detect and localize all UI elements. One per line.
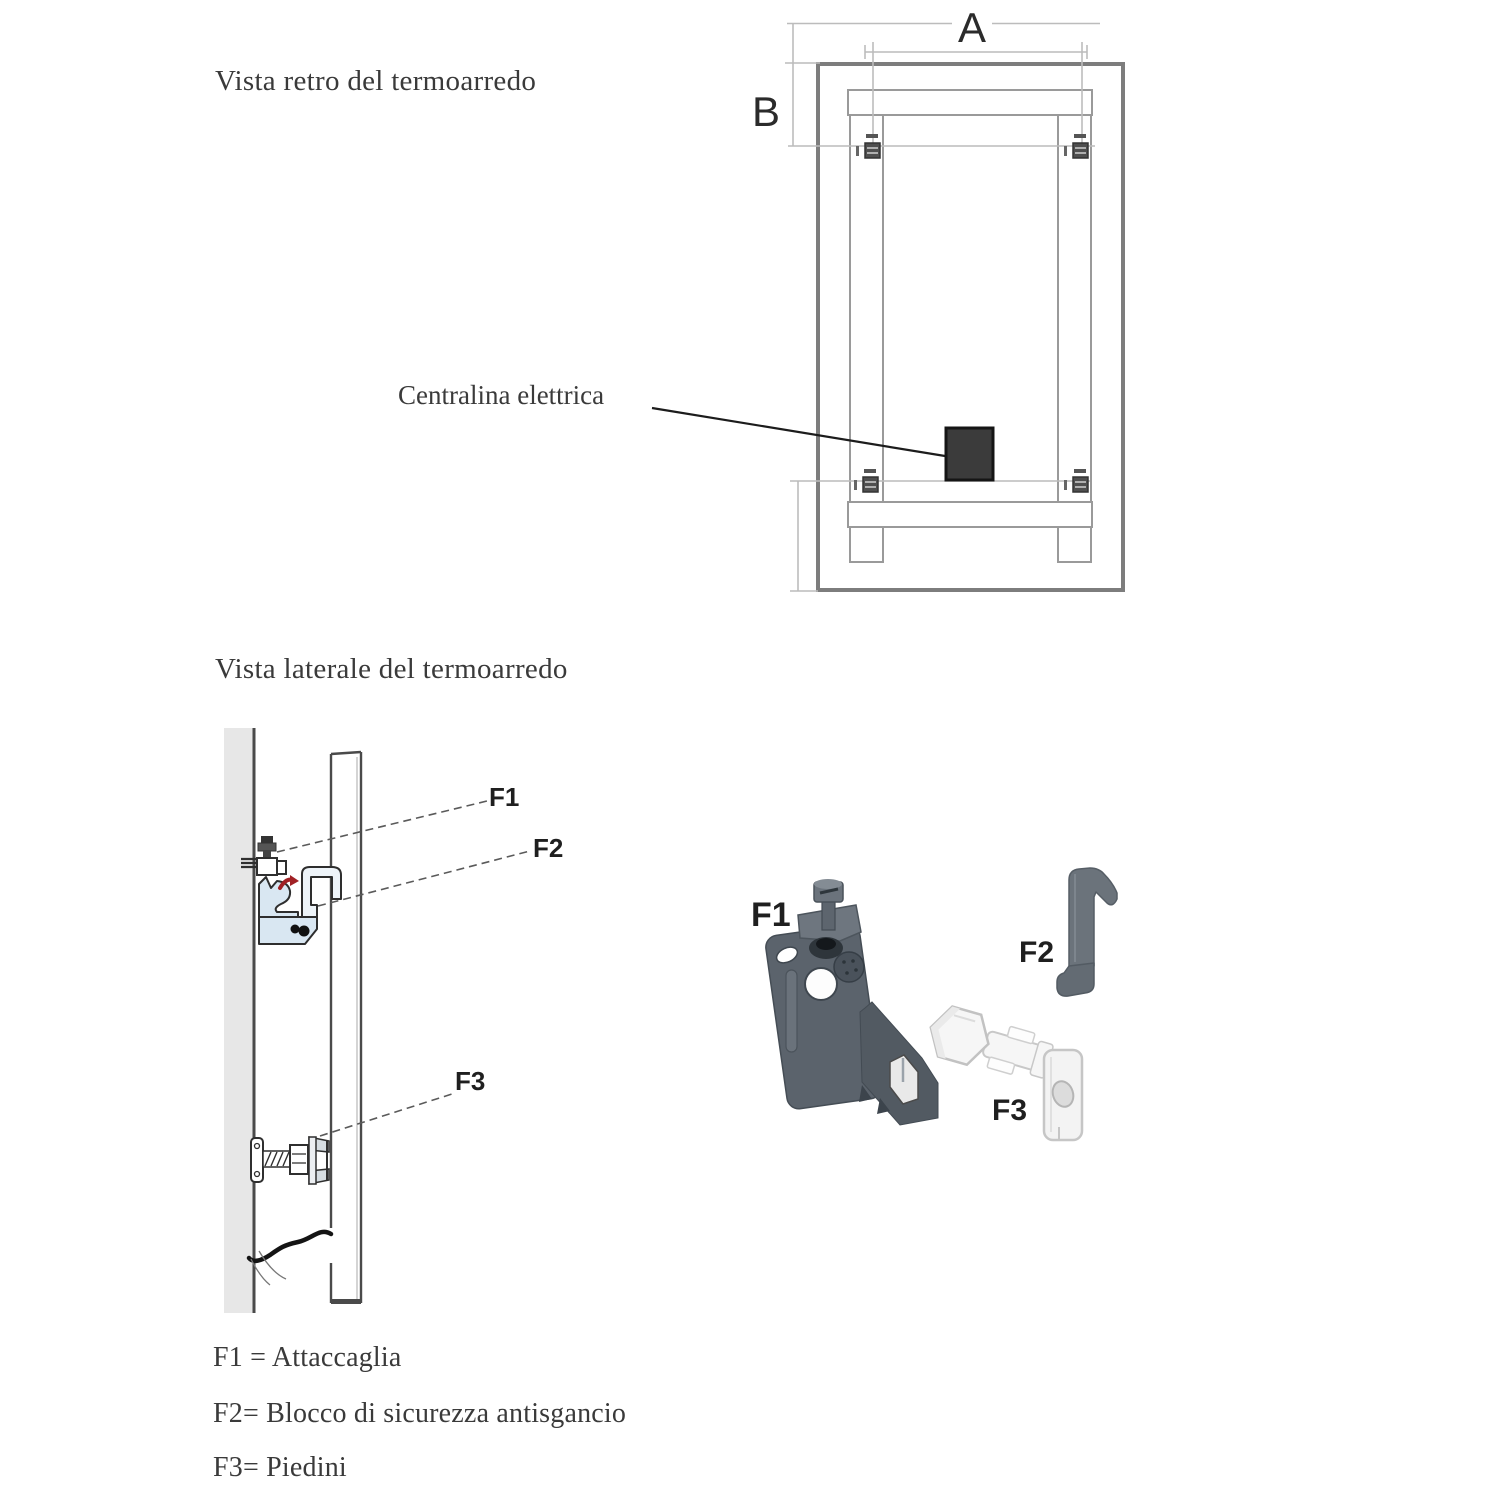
foot-plate-hole-top — [255, 1144, 260, 1149]
dim-label-b: B — [746, 90, 786, 134]
right-leg — [1058, 527, 1091, 562]
f1-round-hole — [805, 968, 837, 1000]
right-rail — [1058, 112, 1091, 504]
radiator-frame — [848, 90, 1092, 562]
dim-label-a: A — [952, 6, 992, 50]
part-label-f3: F3 — [992, 1094, 1028, 1127]
bracket-screw-dot-1 — [291, 925, 300, 934]
part-f2-3d — [1057, 868, 1117, 996]
screw-head — [261, 836, 273, 843]
parts-3d — [764, 868, 1117, 1140]
f3-knob-shaft — [924, 1002, 1057, 1086]
upper-bracket-assembly — [241, 836, 341, 944]
foot-nut — [290, 1145, 308, 1174]
leader-f2 — [318, 851, 530, 906]
centralina-square — [946, 428, 993, 480]
foot-assembly — [251, 1137, 329, 1184]
red-arrow-head — [290, 875, 299, 886]
anchor-box-small — [277, 861, 286, 874]
power-cable — [249, 1232, 331, 1285]
bottom-bar — [848, 502, 1092, 527]
f1-knurled-disc — [834, 952, 864, 982]
f1-vertical-slot — [786, 970, 797, 1052]
wall — [224, 728, 254, 1313]
side-label-f1: F1 — [489, 782, 520, 812]
screw-nut — [258, 843, 276, 851]
side-label-f2: F2 — [533, 833, 564, 863]
side-label-f3: F3 — [455, 1066, 486, 1096]
anchor-box — [257, 858, 277, 875]
side-view-title: Vista laterale del termoarredo — [215, 653, 568, 685]
f2-hook-body — [1069, 868, 1117, 970]
rear-view-title: Vista retro del termoarredo — [215, 65, 537, 97]
tube-bottom-cap — [331, 1299, 361, 1304]
leader-f3 — [320, 1094, 452, 1136]
left-leg — [850, 527, 883, 562]
f1-screw-shaft — [822, 898, 835, 930]
legend-item-f3: F3= Piedini — [213, 1452, 347, 1483]
part-label-f1: F1 — [751, 896, 791, 934]
screw-shaft — [263, 851, 271, 858]
foot-plate-hole-bottom — [255, 1172, 260, 1177]
tube-top-cap — [331, 752, 361, 754]
legend-item-f1: F1 = Attaccaglia — [213, 1342, 402, 1373]
foot-vertical-bar — [309, 1137, 316, 1184]
centralina-leader-line — [652, 408, 945, 456]
top-bar — [848, 90, 1092, 115]
f1-nut-bore — [816, 938, 836, 950]
f1-screw-head-top — [814, 879, 842, 889]
leader-f1 — [277, 801, 487, 852]
safety-clip-section — [302, 867, 341, 917]
rear-view-drawing — [652, 24, 1123, 592]
cable-main — [249, 1232, 331, 1261]
side-view-drawing — [224, 728, 530, 1313]
f2-hook-foot — [1057, 963, 1094, 996]
centralina-label: Centralina elettrica — [398, 380, 605, 410]
bracket-screw-dot-2 — [299, 926, 310, 937]
legend-item-f2: F2= Blocco di sicurezza antisgancio — [213, 1398, 627, 1429]
part-label-f2: F2 — [1019, 936, 1055, 969]
side-leaders — [277, 801, 530, 1136]
